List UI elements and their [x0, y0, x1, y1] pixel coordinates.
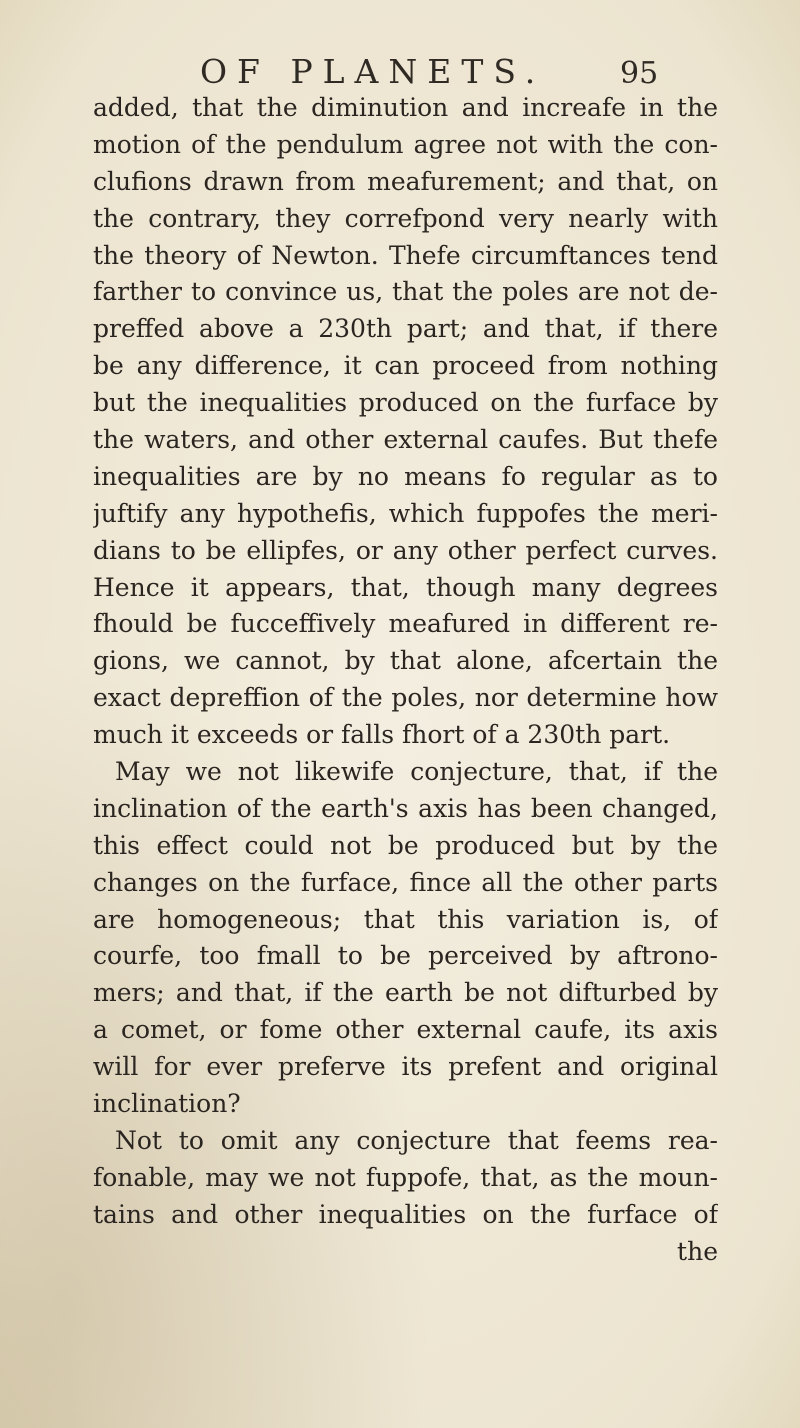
text-line: the contrary, they correfpond very nearly with	[93, 203, 718, 233]
text-line: tains and other inequalities on the furface of	[93, 1199, 718, 1229]
text-line: mers; and that, if the earth be not difturbed by	[93, 978, 718, 1008]
text-line: preffed above a 230th part; and that, if there	[93, 314, 718, 344]
page-number: 95	[620, 56, 659, 91]
text-line: exact depreffion of the poles, nor determine how	[93, 683, 718, 713]
text-line: clufions drawn from meafurement; and that, on	[93, 166, 718, 196]
text-line: are homogeneous; that this variation is, of	[93, 904, 718, 934]
text-line: courfe, too fmall to be perceived by aftrono-	[93, 941, 718, 971]
text-line: added, that the diminution and increafe in the	[93, 93, 718, 122]
catchword: the	[677, 1236, 718, 1266]
body-text	[93, 90, 718, 1271]
text-line: Not to omit any conjecture that feems rea-	[115, 1125, 718, 1155]
text-line: inequalities are by no means fo regular as to	[93, 461, 718, 491]
text-line: May we not likewife conjecture, that, if the	[115, 757, 718, 787]
text-line: fhould be fucceffively meafured in different re-	[93, 609, 718, 639]
text-line: this effect could not be produced but by the	[93, 830, 718, 860]
text-line: will for ever preferve its prefent and original	[93, 1052, 718, 1082]
text-line: changes on the furface, fince all the other parts	[93, 867, 718, 897]
text-line: inclination?	[93, 1089, 241, 1119]
running-head: OF PLANETS.	[200, 52, 546, 91]
text-line: farther to convince us, that the poles are not de-	[93, 277, 718, 307]
text-line: the waters, and other external caufes. But thefe	[93, 425, 718, 455]
text-line: fonable, may we not fuppofe, that, as the moun-	[93, 1162, 718, 1192]
text-line: a comet, or fome other external caufe, its axis	[93, 1015, 718, 1045]
text-line: juftify any hypothefis, which fuppofes the meri-	[93, 498, 718, 528]
text-line: gions, we cannot, by that alone, afcertain the	[93, 646, 718, 676]
text-line: inclination of the earth's axis has been changed,	[93, 793, 718, 823]
text-line: but the inequalities produced on the furface by	[93, 388, 718, 418]
text-line: Hence it appears, that, though many degrees	[93, 572, 718, 602]
text-line: much it exceeds or falls fhort of a 230th part.	[93, 720, 671, 750]
text-line: be any difference, it can proceed from nothing	[93, 351, 718, 381]
text-line: the theory of Newton. Thefe circumftances tend	[93, 240, 718, 270]
text-line: motion of the pendulum agree not with the con-	[93, 129, 718, 159]
text-line: dians to be ellipfes, or any other perfect curves.	[93, 535, 718, 565]
